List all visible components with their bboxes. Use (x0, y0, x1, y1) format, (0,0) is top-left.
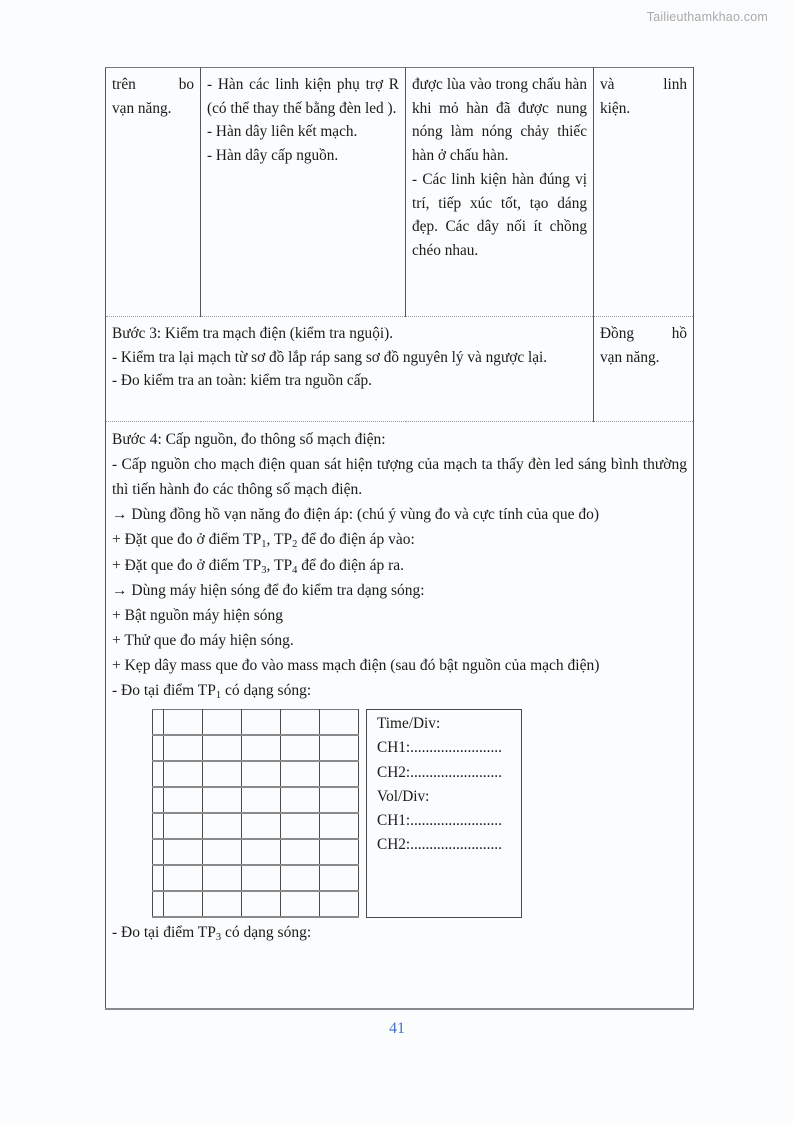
oscilloscope-grid-cell (164, 710, 203, 736)
oscilloscope-grid-cell (203, 761, 242, 787)
step4-line: - Cấp nguồn cho mạch điện quan sát hiện tượng của mạch ta thấy đèn led sáng bình thường thì tiến hành đo các thông số mạch điện. (112, 456, 687, 499)
oscilloscope-grid-cell (242, 891, 281, 917)
step4-heading: Bước 4: Cấp nguồn, đo thông số mạch điện: (112, 431, 386, 448)
tp12-sub2: 2 (292, 539, 298, 551)
oscilloscope-grid-gutter (153, 735, 164, 761)
cell-col3 (406, 68, 594, 317)
oscilloscope-grid-row (153, 813, 359, 839)
cell-line: - Hàn dây cấp nguồn. (207, 147, 339, 165)
tp1-sub: 1 (215, 690, 222, 702)
step4-line-wave: → Dùng máy hiện sóng để đo kiểm tra dạng sóng: (112, 581, 425, 599)
oscilloscope-grid-cell (242, 761, 281, 787)
watermark-text: Tailieuthamkhao.com (646, 10, 768, 24)
cell-line: vạn năng. (600, 348, 660, 366)
oscilloscope-grid-gutter (153, 865, 164, 891)
oscilloscope-grid-row (153, 787, 359, 813)
tp34-sub1: 3 (261, 564, 267, 576)
cell-step3-tool (594, 317, 694, 422)
oscilloscope-grid-cell (320, 761, 359, 787)
table-row (106, 317, 694, 422)
oscilloscope-grid-row (153, 839, 359, 865)
oscilloscope-grid-cell (203, 735, 242, 761)
oscilloscope-grid-cell (281, 761, 320, 787)
oscilloscope-grid (152, 709, 359, 918)
oscilloscope-grid-cell (164, 813, 203, 839)
step4-line: + Thử que đo máy hiện sóng. (112, 631, 294, 649)
step4-line-tp34 (112, 553, 687, 578)
oscilloscope-legend (366, 709, 522, 918)
tp3-sub: 3 (215, 932, 222, 944)
cell-line: được lùa vào trong chấu hàn khi mỏ hàn đã được nung nóng làm nóng chảy thiếc hàn ở chấu hàn. (412, 76, 587, 165)
main-document-table (105, 67, 694, 1010)
oscilloscope-grid-cell (242, 710, 281, 736)
cell-col4 (594, 68, 694, 317)
tp34-pre: + Đặt que đo ở điểm TP (112, 556, 262, 574)
page-number: 41 (389, 1020, 405, 1037)
oscilloscope-grid-cell (281, 891, 320, 917)
tp3-pre: - Đo tại điểm TP (112, 924, 216, 942)
oscilloscope-grid-cell (281, 839, 320, 865)
oscilloscope-grid-cell (242, 839, 281, 865)
cell-step4 (106, 422, 694, 1010)
oscilloscope-figure (152, 709, 687, 918)
oscilloscope-grid-cell (281, 710, 320, 736)
oscilloscope-grid-cell (320, 787, 359, 813)
cell-line: trên bo (112, 76, 194, 93)
legend-line: CH1:........................ (377, 739, 502, 757)
cell-line: - Hàn dây liên kết mạch. (207, 123, 358, 141)
oscilloscope-grid-cell (164, 891, 203, 917)
oscilloscope-grid-cell (164, 761, 203, 787)
oscilloscope-grid-cell (281, 813, 320, 839)
oscilloscope-grid-gutter (153, 787, 164, 813)
oscilloscope-grid-cell (281, 735, 320, 761)
step4-line-tp3 (112, 920, 687, 945)
cell-line: - Đo kiểm tra an toàn: kiểm tra nguồn cấp. (112, 372, 372, 390)
table-row (106, 68, 694, 317)
oscilloscope-grid-cell (203, 891, 242, 917)
oscilloscope-grid-cell (203, 787, 242, 813)
oscilloscope-grid-row (153, 735, 359, 761)
tp12-sub1: 1 (261, 539, 267, 551)
oscilloscope-grid-cell (281, 865, 320, 891)
oscilloscope-grid-row (153, 891, 359, 917)
cell-step3-text (106, 317, 594, 422)
legend-line: CH2:........................ (377, 763, 502, 781)
legend-line: CH2:........................ (377, 835, 502, 853)
oscilloscope-grid-gutter (153, 761, 164, 787)
oscilloscope-grid-cell (164, 735, 203, 761)
cell-line: Bước 3: Kiểm tra mạch điện (kiểm tra nguội). (112, 325, 394, 342)
tp1-pre: - Đo tại điểm TP (112, 682, 216, 700)
table-row (106, 422, 694, 1010)
oscilloscope-grid-cell (203, 710, 242, 736)
step4-line-tp12 (112, 527, 687, 552)
oscilloscope-grid-cell (203, 865, 242, 891)
tp34-sub2: 4 (292, 564, 298, 576)
oscilloscope-grid-gutter (153, 839, 164, 865)
cell-line: và linh (600, 76, 687, 93)
cell-col2 (201, 68, 406, 317)
tp34-mid: , TP (266, 556, 293, 574)
oscilloscope-grid-cell (320, 891, 359, 917)
oscilloscope-grid-cell (242, 735, 281, 761)
oscilloscope-grid-cell (320, 710, 359, 736)
oscilloscope-grid-row (153, 865, 359, 891)
cell-line: kiện. (600, 99, 631, 117)
oscilloscope-grid-row (153, 761, 359, 787)
cell-line: - Các linh kiện hàn đúng vị trí, tiếp xúc tốt, tạo dáng đẹp. Các dây nối ít chồng chéo nhau. (412, 170, 587, 259)
oscilloscope-grid-cell (320, 735, 359, 761)
step4-line-tp1 (112, 678, 687, 703)
tp12-post: để đo điện áp vào: (297, 531, 415, 549)
oscilloscope-grid-cell (164, 865, 203, 891)
tp34-post: để đo điện áp ra. (297, 556, 405, 574)
step4-line: → Dùng đồng hồ vạn năng đo điện áp: (chú ý vùng đo và cực tính của que đo) (112, 506, 600, 524)
cell-line: - Kiểm tra lại mạch từ sơ đồ lắp ráp sang sơ đồ nguyên lý và ngược lại. (112, 348, 548, 366)
oscilloscope-grid-cell (203, 839, 242, 865)
cell-line: vạn năng. (112, 99, 172, 117)
tp12-mid: , TP (266, 531, 293, 549)
legend-line: Time/Div: (377, 715, 441, 733)
oscilloscope-grid-cell (281, 787, 320, 813)
cell-line: - Hàn các linh kiện phụ trợ R (có thể thay thế bằng đèn led ). (207, 76, 399, 117)
oscilloscope-grid-gutter (153, 710, 164, 736)
oscilloscope-grid-cell (320, 839, 359, 865)
tp1-post: có dạng sóng: (221, 682, 312, 700)
tp12-pre: + Đặt que đo ở điểm TP (112, 531, 262, 549)
tp3-post: có dạng sóng: (221, 924, 312, 942)
cell-line: Đồng hồ (600, 325, 687, 342)
step4-line: + Bật nguồn máy hiện sóng (112, 606, 284, 624)
oscilloscope-grid-cell (242, 865, 281, 891)
oscilloscope-grid-cell (242, 787, 281, 813)
oscilloscope-grid-cell (320, 813, 359, 839)
oscilloscope-grid-cell (164, 787, 203, 813)
legend-line: Vol/Div: (377, 787, 430, 805)
cell-col1 (106, 68, 201, 317)
step4-line-mass: + Kẹp dây mass que đo vào mass mạch điện (sau đó bật nguồn của mạch điện) (112, 656, 600, 674)
oscilloscope-grid-cell (320, 865, 359, 891)
oscilloscope-grid-row (153, 710, 359, 736)
oscilloscope-grid-cell (203, 813, 242, 839)
oscilloscope-grid-gutter (153, 813, 164, 839)
oscilloscope-grid-cell (164, 839, 203, 865)
legend-line: CH1:........................ (377, 811, 502, 829)
oscilloscope-grid-gutter (153, 891, 164, 917)
oscilloscope-grid-cell (242, 813, 281, 839)
